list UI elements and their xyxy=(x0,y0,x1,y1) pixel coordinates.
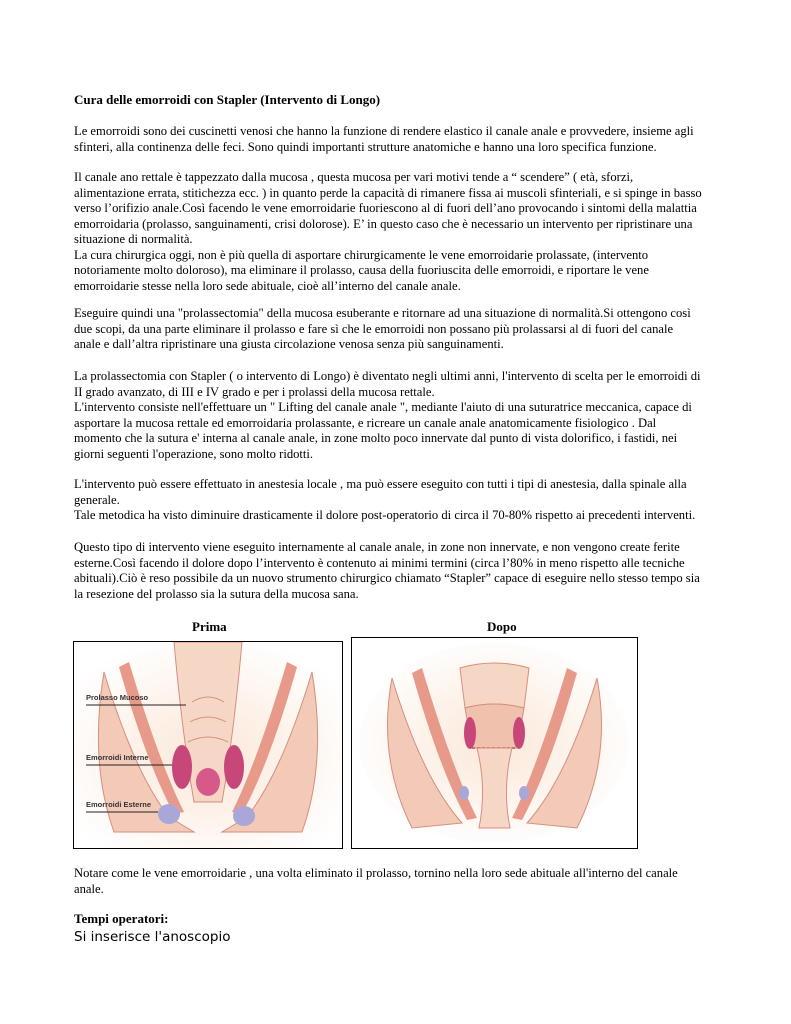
internal-hemorrhoid-right xyxy=(513,717,525,749)
figure-after-anatomy xyxy=(351,637,638,849)
paragraph-intro xyxy=(74,124,724,155)
document-title: Cura delle emorroidi con Stapler (Intervento di Longo) xyxy=(74,92,381,107)
text-line: due scopi, da una parte eliminare il prolasso e fare sì che le emorroidi non possano più prolassarsi al di fuori del canale xyxy=(74,321,674,336)
anal-canal xyxy=(477,748,512,828)
text-line: momento che la sutura e' interna al canale anale, in zone molto poco innervate dal punto di vista dolorifico, i fastidi, nei xyxy=(74,431,678,445)
text-line: abituali).Ciò è reso possibile da un nuovo strumento chirurgico chiamato “Stapler” capace di eseguire nello stesso tempo sia xyxy=(74,571,700,585)
figure-caption-after: Dopo xyxy=(487,619,517,634)
external-hemorrhoid-right xyxy=(233,806,255,826)
label-prolapse: Prolasso Mucoso xyxy=(86,693,149,702)
text-line: notoriamente molto doloroso), ma eliminare il prolasso, causa della fuoriuscita delle emorroidi, e riportare le vene xyxy=(74,263,649,277)
text-line: Il canale ano rettale è tappezzato dalla mucosa , questa mucosa per vari motivi tende a “ scendere” ( età, sforzi, xyxy=(74,170,634,184)
paragraph-stapler xyxy=(74,369,724,462)
paragraph-anestesia xyxy=(74,477,724,524)
figure-before-anatomy xyxy=(73,641,343,849)
text-line: Questo tipo di intervento viene eseguito internamente al canale anale, in zone non innervate, e non vengono create ferite xyxy=(74,540,680,554)
text-line: L'intervento può essere effettuato in anestesia locale , ma può essere eseguito con tutti i tipi di anestesia, dalla spinale alla xyxy=(74,477,687,491)
text-line: Le emorroidi sono dei cuscinetti venosi che hanno la funzione di rendere elastico il canale anale e provvedere, insieme agli xyxy=(74,124,694,138)
text-line: La prolassectomia con Stapler ( o intervento di Longo) è diventato negli ultimi anni, l'intervento di scelta per le emorroidi di xyxy=(74,369,701,383)
text-line: la resezione del prolasso sia la sutura della mucosa sana. xyxy=(74,586,359,601)
external-hemorrhoid-right xyxy=(519,786,529,800)
paragraph-tecnica xyxy=(74,540,724,602)
text-line: verso l’orifizio anale.Così facendo le vene emorroidarie fuoriescono al di fuori dell’ano provocando i sintomi della malattia xyxy=(74,201,697,215)
text-line: II grado avanzato, di III e IV grado e per i prolassi della mucosa rettale. xyxy=(74,384,435,399)
rectal-canal-upper xyxy=(460,663,529,708)
label-internal-hemorrhoids: Emorroidi Interne xyxy=(86,753,149,762)
external-hemorrhoid-left xyxy=(158,804,180,824)
external-hemorrhoid-left xyxy=(459,786,469,800)
text-line: Notare come le vene emorroidarie , una volta eliminato il prolasso, tornino nella loro sede abituale all'interno del canale xyxy=(74,866,678,880)
paragraph-mucosa xyxy=(74,170,724,294)
anatomy-before-illustration xyxy=(74,642,342,848)
internal-hemorrhoid-center xyxy=(196,768,220,796)
tempi-operatori-heading: Tempi operatori: xyxy=(74,911,169,926)
text-line: emorroidarie stesse nella loro sede abituale, cioè all’interno del canale anale. xyxy=(74,278,461,293)
paragraph-prolassectomia xyxy=(74,306,724,353)
text-line: situazione di normalità. xyxy=(74,232,193,246)
text-line: giorni seguenti l'operazione, sono molto ridotti. xyxy=(74,446,314,461)
text-line: L'intervento consiste nell'effettuare un " Lifting del canale anale ", mediante l'aiuto di una suturatrice meccanica, capace di xyxy=(74,400,692,414)
text-line: alimentazione errata, stitichezza ecc. ) in quanto perde la capacità di rimanere fissa ai muscoli sfinteriali, e si spinge in basso xyxy=(74,185,702,200)
text-line: anale. xyxy=(74,881,104,896)
first-step-text: Si inserisce l'anoscopio xyxy=(74,929,231,945)
internal-hemorrhoid-left xyxy=(464,717,476,749)
text-line: emorroidaria (prolasso, sanguinamenti, crisi dolorose). E’ in questo caso che è necessario un intervento per ripristinare una xyxy=(74,216,693,231)
text-line: generale. xyxy=(74,492,120,507)
internal-hemorrhoid-right xyxy=(224,745,244,789)
text-line: La cura chirurgica oggi, non è più quella di asportare chirurgicamente le vene emorroidarie prolassate, (intervento xyxy=(74,247,649,262)
internal-hemorrhoid-left xyxy=(172,745,192,789)
text-line: Tale metodica ha visto diminuire drasticamente il dolore post-operatorio di circa il 70-80% rispetto ai precedenti interventi. xyxy=(74,508,696,522)
text-line: anale e dall’altra ripristinare una giusta circolazione venosa senza più sanguinamenti. xyxy=(74,337,504,351)
figure-caption-before: Prima xyxy=(192,619,227,634)
label-external-hemorrhoids: Emorroidi Esterne xyxy=(86,800,152,809)
text-line: asportare la mucosa rettale ed emorroidaria prolassante, e ricreare un canale anale anatomicamente fisiologico . Dal xyxy=(74,415,657,430)
anatomy-after-illustration xyxy=(352,638,637,848)
text-line: Eseguire quindi una "prolassectomia" della mucosa esuberante e ritornare ad una situazione di normalità.Si ottengono così xyxy=(74,306,691,320)
text-line: esterne.Così facendo il dolore dopo l’intervento è contenuto ai minimi termini (circa l’80% in meno rispetto alle tecniche xyxy=(74,555,685,570)
text-line: sfinteri, alla continenza delle feci. Sono quindi importanti strutture anatomiche e hanno una loro specifica funzione. xyxy=(74,139,657,154)
paragraph-note xyxy=(74,866,724,897)
